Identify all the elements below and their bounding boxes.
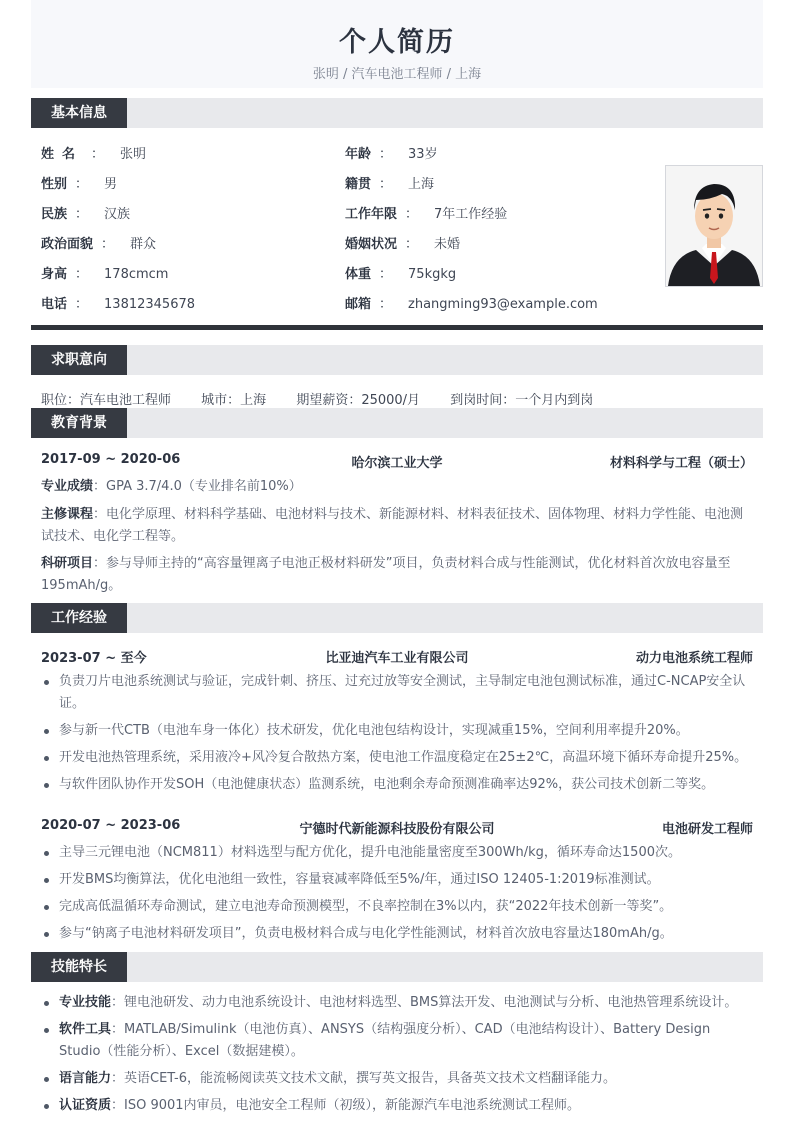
list-item: 与软件团队协作开发SOH（电池健康状态）监测系统，电池剩余寿命预测准确率达92%，获公司技术创新二等奖。 <box>41 774 753 796</box>
page-title: 个人简历 <box>339 27 455 58</box>
education-research: 科研项目：参与导师主持的“高容量锂离子电池正极材料研发”项目，负责材料合成与性能测试，优化材料首次放电容量至195mAh/g。 <box>41 556 731 593</box>
work-company: 比亚迪汽车工业有限公司 <box>325 651 469 666</box>
education-period: 2017-09 ~ 2020-06 <box>41 452 181 467</box>
work-row <box>41 818 753 836</box>
info-age: 年龄 ： 33岁 <box>345 147 438 162</box>
section-skills <box>31 952 763 982</box>
section-education <box>31 408 763 438</box>
profile-photo <box>665 165 763 287</box>
section-title: 教育背景 <box>31 408 127 438</box>
work-period: 2020-07 ~ 2023-06 <box>41 818 181 833</box>
work-role: 电池研发工程师 <box>661 822 753 837</box>
work-period: 2023-07 ~ 至今 <box>41 651 147 666</box>
section-job-intent <box>31 345 763 375</box>
education-gpa: 专业成绩：GPA 3.7/4.0（专业排名前10%） <box>41 479 302 494</box>
info-phone: 电话 ： 13812345678 <box>41 297 196 312</box>
info-height: 身高 ： 178cmcm <box>41 267 169 282</box>
list-item: 开发BMS均衡算法，优化电池组一致性，容量衰减率降低至5%/年，通过ISO 12405-1:2019标准测试。 <box>41 869 753 891</box>
intent-availability: 到岗时间：一个月内到岗 <box>450 393 594 408</box>
resume-header <box>31 0 763 88</box>
info-name: 姓名 ： 张明 <box>41 147 147 162</box>
work-company: 宁德时代新能源科技股份有限公司 <box>299 822 495 837</box>
intent-position: 职位：汽车电池工程师 <box>41 393 172 408</box>
education-row <box>41 452 753 470</box>
work-duties <box>41 671 753 801</box>
work-role: 动力电池系统工程师 <box>635 651 753 666</box>
list-item: 完成高低温循环寿命测试，建立电池寿命预测模型，不良率控制在3%以内，获“2022年技术创新一等奖”。 <box>41 896 753 918</box>
info-political: 政治面貌 ： 群众 <box>41 237 157 252</box>
list-item: 参与“钠离子电池材料研发项目”，负责电极材料合成与电化学性能测试，材料首次放电容量达180mAh/g。 <box>41 923 753 945</box>
section-title: 技能特长 <box>31 952 127 982</box>
list-item: 认证资质：ISO 9001内审员，电池安全工程师（初级），新能源汽车电池系统测试工程师。 <box>41 1095 753 1117</box>
education-major: 材料科学与工程（硕士） <box>609 456 753 471</box>
intent-salary: 期望薪资：25000/月 <box>296 393 421 408</box>
divider <box>31 325 763 330</box>
info-gender: 性别 ： 男 <box>41 177 118 192</box>
info-marital: 婚姻状况 ： 未婚 <box>345 237 461 252</box>
info-weight: 体重 ： 75kgkg <box>345 267 457 282</box>
list-item: 开发电池热管理系统，采用液冷+风冷复合散热方案，使电池工作温度稳定在25±2℃，高温环境下循环寿命提升25%。 <box>41 747 753 769</box>
info-hometown: 籍贯 ： 上海 <box>345 177 435 192</box>
list-item: 主导三元锂电池（NCM811）材料选型与配方优化，提升电池能量密度至300Wh/kg，循环寿命达1500次。 <box>41 842 753 864</box>
info-experience-years: 工作年限 ： 7年工作经验 <box>345 207 508 222</box>
section-title: 基本信息 <box>31 98 127 128</box>
info-email: 邮箱 ： zhangming93@example.com <box>345 297 598 312</box>
list-item: 参与新一代CTB（电池车身一体化）技术研发，优化电池包结构设计，实现减重15%，空间利用率提升20%。 <box>41 720 753 742</box>
skills-list <box>41 992 753 1122</box>
work-duties <box>41 842 753 950</box>
section-basic-info <box>31 98 763 128</box>
intent-city: 城市：上海 <box>201 393 267 408</box>
info-ethnicity: 民族 ： 汉族 <box>41 207 131 222</box>
list-item: 专业技能：锂电池研发、动力电池系统设计、电池材料选型、BMS算法开发、电池测试与分析、电池热管理系统设计。 <box>41 992 753 1014</box>
list-item: 软件工具：MATLAB/Simulink（电池仿真）、ANSYS（结构强度分析）、CAD（电池结构设计）、Battery Design Studio（性能分析）、Excel（数据建模）。 <box>41 1019 753 1063</box>
education-school: 哈尔滨工业大学 <box>351 456 443 471</box>
page-subtitle: 张明 / 汽车电池工程师 / 上海 <box>312 67 482 82</box>
job-intent-line <box>41 389 619 408</box>
work-row <box>41 647 753 665</box>
list-item: 负责刀片电池系统测试与验证，完成针刺、挤压、过充过放等安全测试，主导制定电池包测试标准，通过C-NCAP安全认证。 <box>41 671 753 715</box>
section-work <box>31 603 763 633</box>
section-title: 求职意向 <box>31 345 127 375</box>
list-item: 语言能力：英语CET-6，能流畅阅读英文技术文献，撰写英文报告，具备英文技术文档翻译能力。 <box>41 1068 753 1090</box>
section-title: 工作经验 <box>31 603 127 633</box>
education-courses: 主修课程：电化学原理、材料科学基础、电池材料与技术、新能源材料、材料表征技术、固体物理、材料力学性能、电池测试技术、电化学工程等。 <box>41 507 744 544</box>
avatar-illustration <box>666 166 762 286</box>
